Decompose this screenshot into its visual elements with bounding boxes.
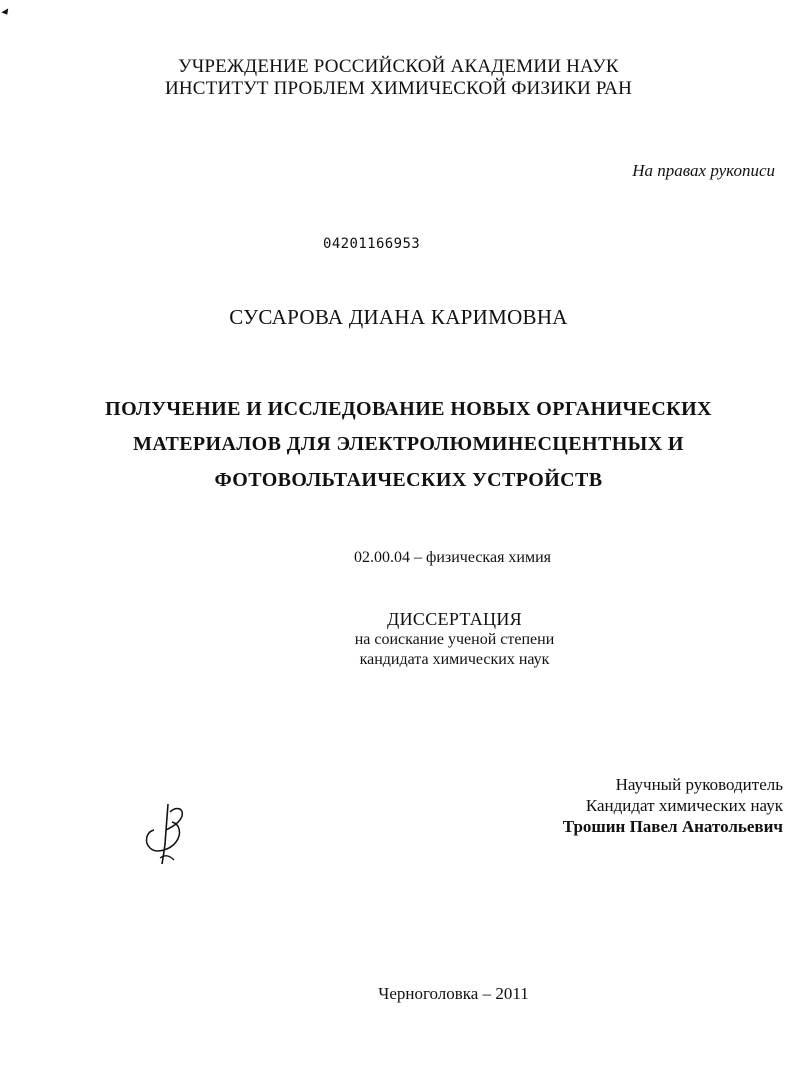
degree-line-1: на соискание ученой степени [354,631,555,648]
supervisor-role: Научный руководитель [615,775,783,794]
handwritten-signature [140,800,188,866]
organization-line-2: ИНСТИТУТ ПРОБЛЕМ ХИМИЧЕСКОЙ ФИЗИКИ РАН [164,78,633,99]
title-line-1: ПОЛУЧЕНИЕ И ИССЛЕДОВАНИЕ НОВЫХ ОРГАНИЧЕСКИХ [105,398,712,420]
rights-note: На правах рукописи [632,161,775,180]
degree-line-2: кандидата химических наук [359,651,550,668]
place-and-year: Черноголовка – 2011 [378,984,529,1003]
supervisor-degree: Кандидат химических наук [585,796,783,815]
title-line-2: МАТЕРИАЛОВ ДЛЯ ЭЛЕКТРОЛЮМИНЕСЦЕНТНЫХ И [133,433,684,455]
organization-line-1: УЧРЕЖДЕНИЕ РОССИЙСКОЙ АКАДЕМИИ НАУК [178,56,619,77]
author-name: СУСАРОВА ДИАНА КАРИМОВНА [229,305,568,329]
supervisor-name: Трошин Павел Анатольевич [562,817,783,836]
title-line-3: ФОТОВОЛЬТАИЧЕСКИХ УСТРОЙСТВ [214,469,603,491]
specialty-code: 02.00.04 – физическая химия [353,549,552,566]
scan-corner-mark [1,8,10,16]
dissertation-label: ДИССЕРТАЦИЯ [387,609,522,629]
catalog-code: 04201166953 [323,236,421,252]
